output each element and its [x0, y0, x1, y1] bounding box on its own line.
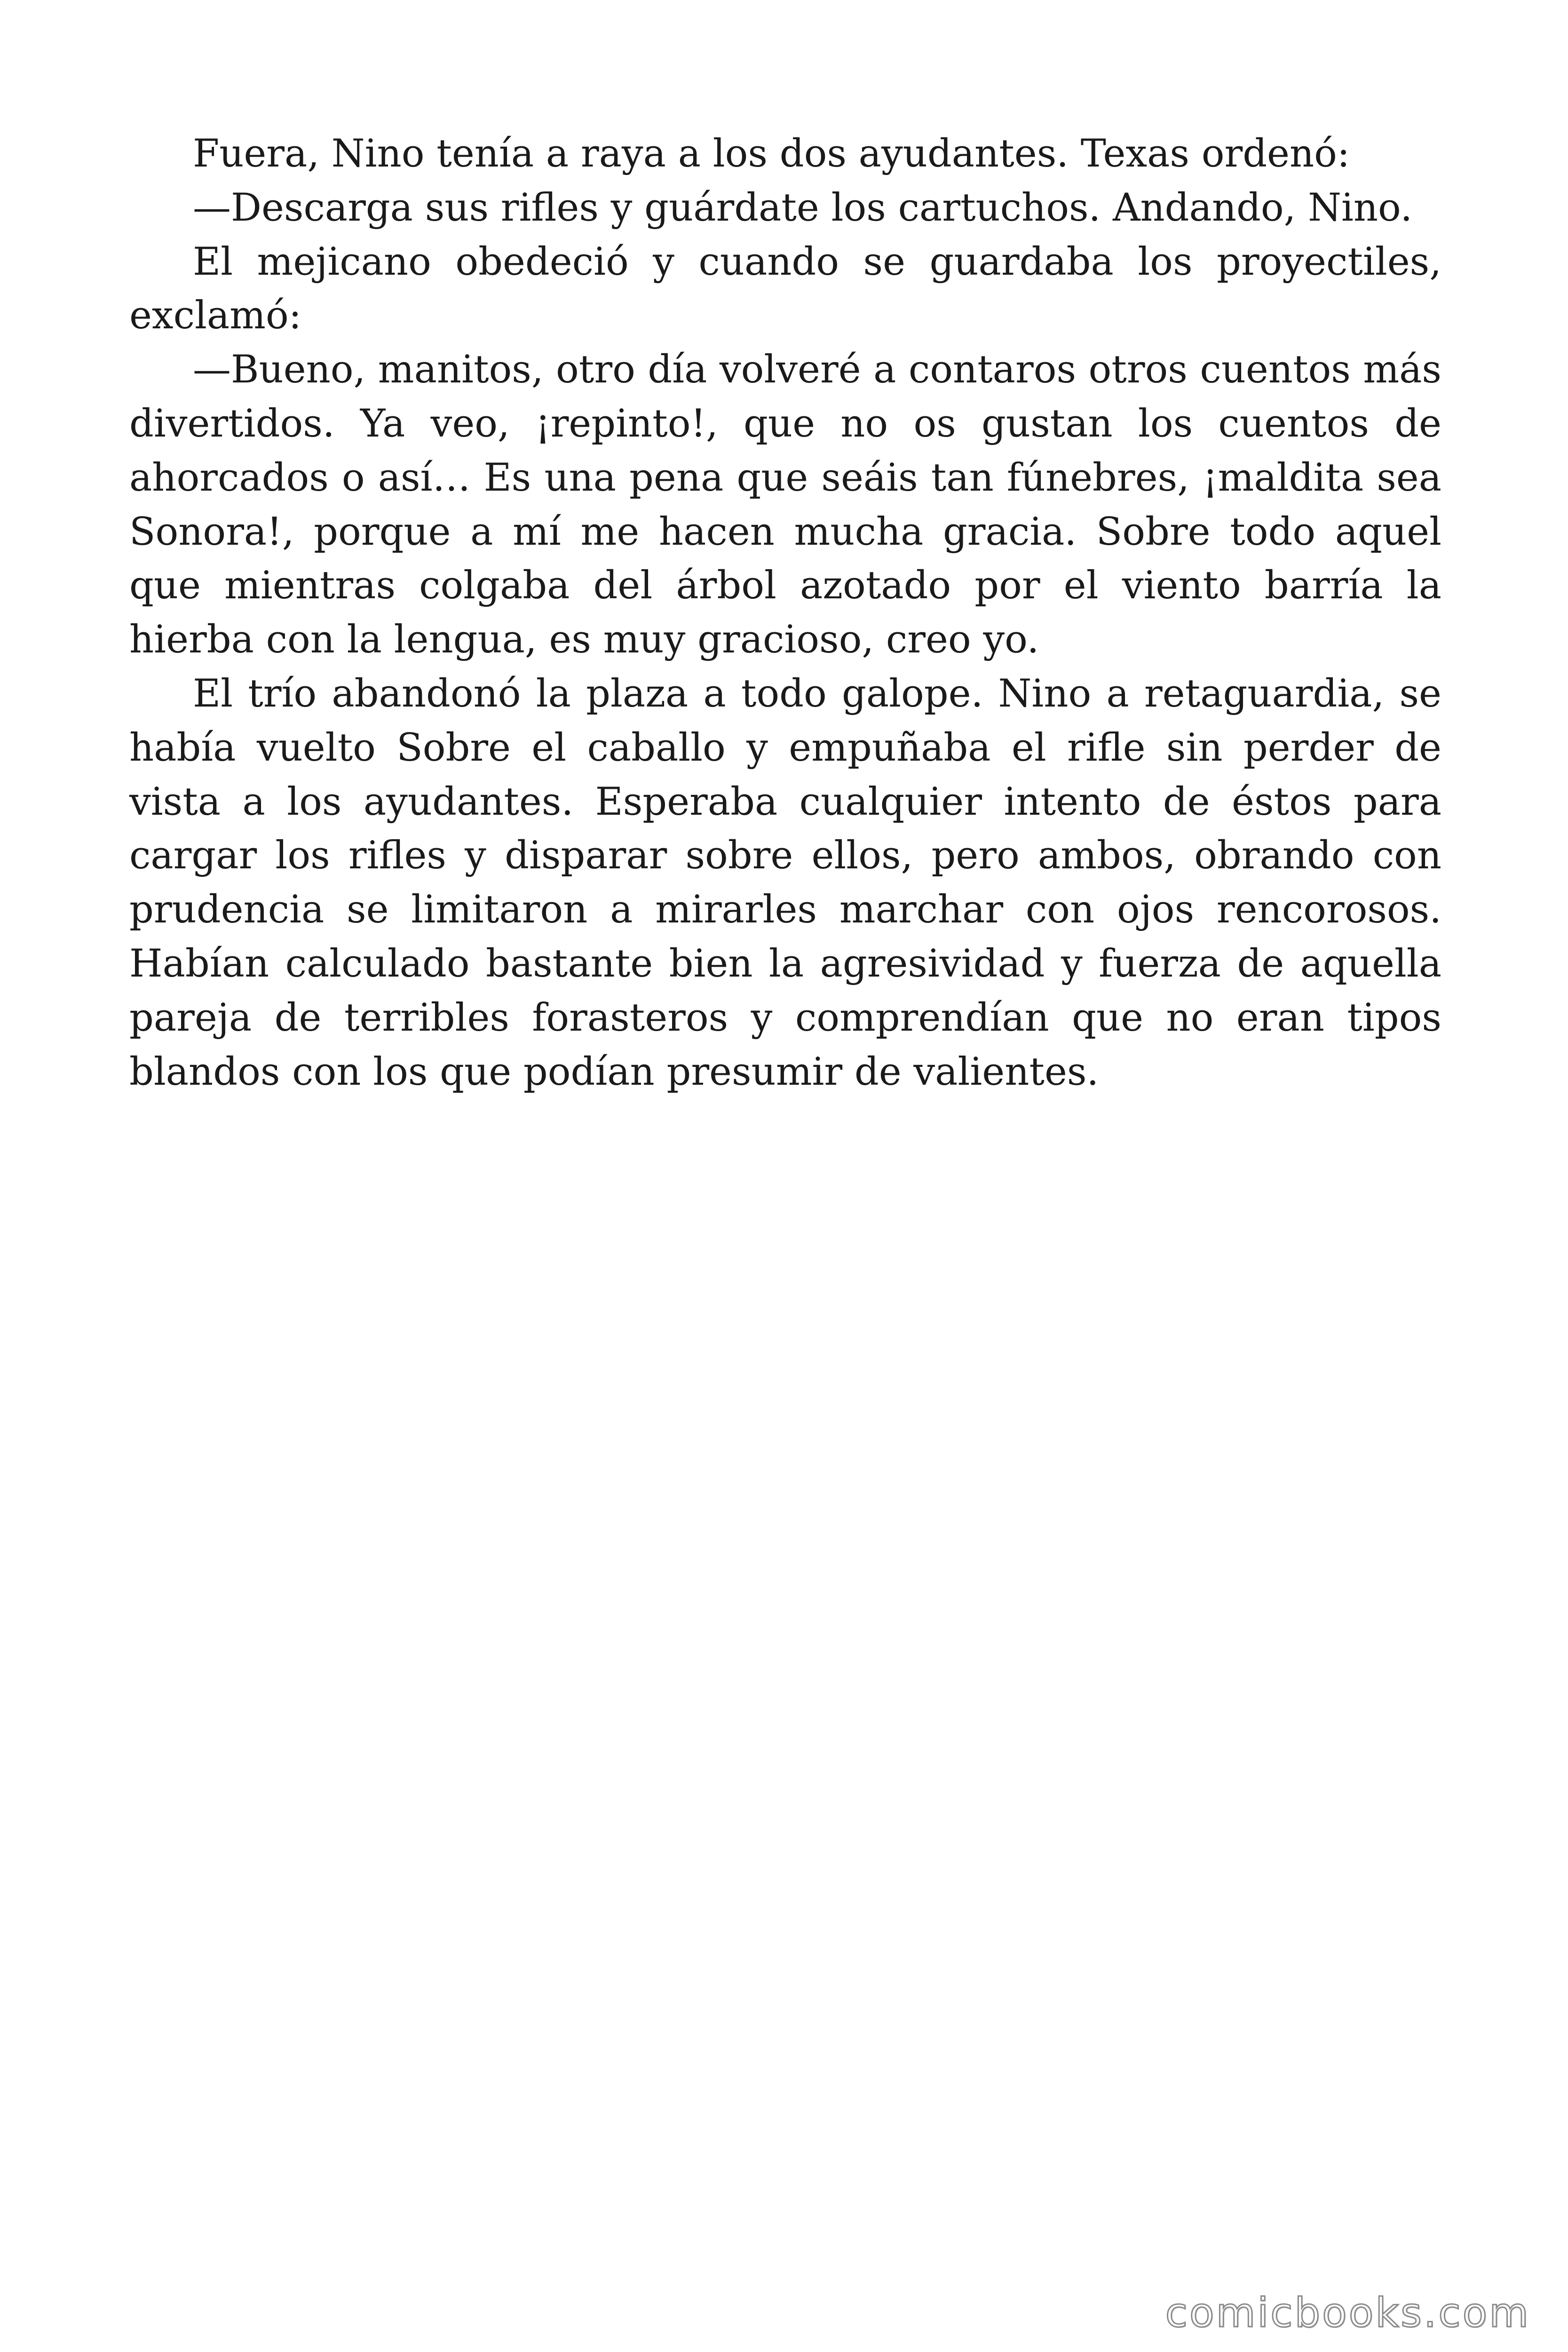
watermark: comicbooks.com — [1165, 2289, 1530, 2336]
paragraph: —Descarga sus rifles y guárdate los cartuchos. Andando, Nino. — [193, 185, 1413, 230]
paragraph: El trío abandonó la plaza a todo galope. Nino a retaguardia, se había vuelto Sobre el caballo y empuñaba el rifle sin perder de vista a los ayudantes. Esperaba cualquier intento de éstos para cargar los rifles y disparar sobre ellos, pero ambos, obrando con prudencia se limitaron a mirarles marchar con ojos rencorosos. Habían calculado bastante bien la agresividad y fuerza de aquella pareja de terribles forasteros y comprendían que no eran tipos blandos con los que podían presumir de valientes. — [129, 671, 1441, 1094]
page-body — [129, 127, 1441, 1099]
paragraph: Fuera, Nino tenía a raya a los dos ayudantes. Texas ordenó: — [193, 132, 1350, 176]
paragraph: El mejicano obedeció y cuando se guardaba los proyectiles, exclamó: — [129, 239, 1441, 338]
paragraph: —Bueno, manitos, otro día volveré a contaros otros cuentos más divertidos. Ya veo, ¡repinto!, que no os gustan los cuentos de ahorcados o así… Es una pena que seáis tan fúnebres, ¡maldita sea Sonora!, porque a mí me hacen mucha gracia. Sobre todo aquel que mientras colgaba del árbol azotado por el viento barría la hierba con la lengua, es muy gracioso, creo yo. — [129, 348, 1441, 662]
